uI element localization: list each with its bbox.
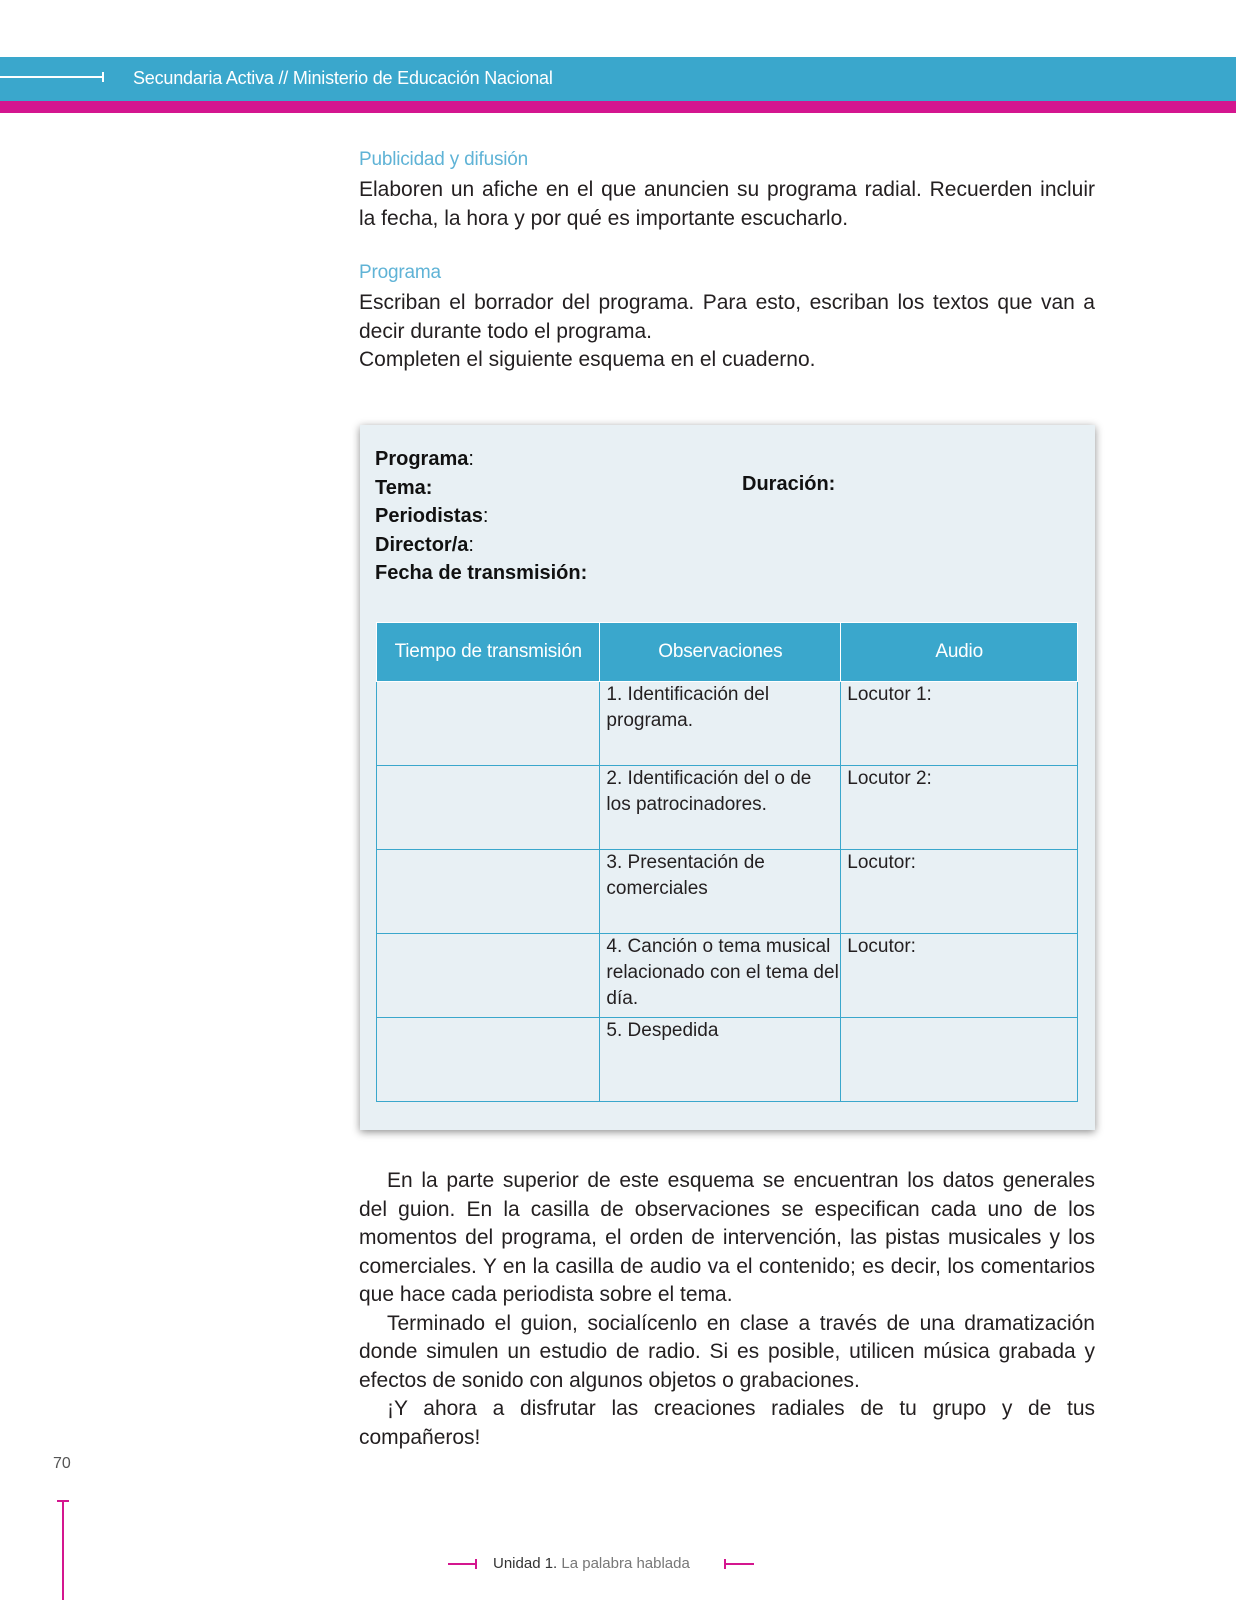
cell-observaciones: 2. Identificación del o de los patrocinadores. <box>600 766 841 850</box>
body-text <box>359 1167 1095 1452</box>
cell-tiempo <box>377 850 600 934</box>
field-fecha: Fecha de transmisión: <box>375 562 588 584</box>
cell-observaciones: 3. Presentación de comerciales <box>600 850 841 934</box>
field-director: Director/a: <box>375 533 474 556</box>
footer-rule-right <box>724 1563 754 1565</box>
general-data-fields <box>375 445 587 588</box>
table-row <box>377 850 1078 934</box>
header-title: Secundaria Activa // Ministerio de Educación Nacional <box>133 68 553 88</box>
cell-observaciones: 4. Canción o tema musical relacionado con el tema del día. <box>600 934 841 1018</box>
paragraph: Completen el siguiente esquema en el cuaderno. <box>359 348 816 371</box>
paragraph: En la parte superior de este esquema se encuentran los datos generales del guion. En la casilla de observaciones se especifican cada uno de los momentos del programa, el orden de intervención, las pistas musicales y los comerciales. Y en la casilla de audio va el contenido; es decir, los comentarios que hace cada periodista sobre el tema. <box>359 1169 1095 1306</box>
cell-observaciones: 5. Despedida <box>600 1018 841 1102</box>
cell-observaciones: 1. Identificación del programa. <box>600 682 841 766</box>
page-number: 70 <box>53 1455 71 1472</box>
footer-rule-left <box>448 1563 476 1565</box>
script-template-panel <box>360 425 1095 1130</box>
cell-tiempo <box>377 934 600 1018</box>
paragraph: Escriban el borrador del programa. Para esto, escriban los textos que van a decir durante todo el programa. <box>359 291 1095 343</box>
cell-tiempo <box>377 1018 600 1102</box>
footer <box>448 1552 758 1576</box>
cell-audio: Locutor 2: <box>841 766 1078 850</box>
table-row <box>377 1018 1078 1102</box>
table-row <box>377 934 1078 1018</box>
field-tema: Tema: <box>375 476 433 499</box>
paragraph: Elaboren un afiche en el que anuncien su programa radial. Recuerden incluir la fecha, la hora y por qué es importante escucharlo. <box>359 178 1095 230</box>
table-row <box>377 766 1078 850</box>
column-header-tiempo: Tiempo de transmisión <box>377 623 600 682</box>
paragraph: Terminado el guion, socialícenlo en clase a través de una dramatización donde simulen un estudio de radio. Si es posible, utilicen música grabada y efectos de sonido con algunos objetos o grabaciones. <box>359 1311 1095 1392</box>
table-header-row <box>377 623 1078 682</box>
section-title-publicidad: Publicidad y difusión <box>359 149 529 170</box>
paragraph: ¡Y ahora a disfrutar las creaciones radiales de tu grupo y de tus compañeros! <box>359 1397 1095 1449</box>
cell-audio: Locutor: <box>841 934 1078 1018</box>
footer-text <box>493 1552 690 1576</box>
cell-audio: Locutor: <box>841 850 1078 934</box>
field-duracion: Duración: <box>742 473 836 495</box>
column-header-audio: Audio <box>841 623 1078 682</box>
cell-tiempo <box>377 766 600 850</box>
field-programa: Programa: <box>375 448 474 470</box>
section-title-programa: Programa <box>359 262 441 283</box>
cell-audio <box>841 1018 1078 1102</box>
column-header-observaciones: Observaciones <box>600 623 841 682</box>
table-row <box>377 682 1078 766</box>
header-accent-bar <box>0 101 1236 113</box>
margin-rule <box>62 1502 64 1600</box>
header-rule <box>0 76 104 78</box>
footer-title: La palabra hablada <box>561 1555 690 1572</box>
footer-unit: Unidad 1. <box>493 1555 558 1572</box>
footer-rule-left-tick <box>475 1559 477 1569</box>
script-table <box>376 622 1078 1102</box>
cell-tiempo <box>377 682 600 766</box>
section-text-publicidad <box>359 176 1095 233</box>
section-text-programa <box>359 289 1095 375</box>
cell-audio: Locutor 1: <box>841 682 1078 766</box>
field-periodistas: Periodistas: <box>375 505 489 527</box>
header-rule-tick <box>102 72 104 82</box>
